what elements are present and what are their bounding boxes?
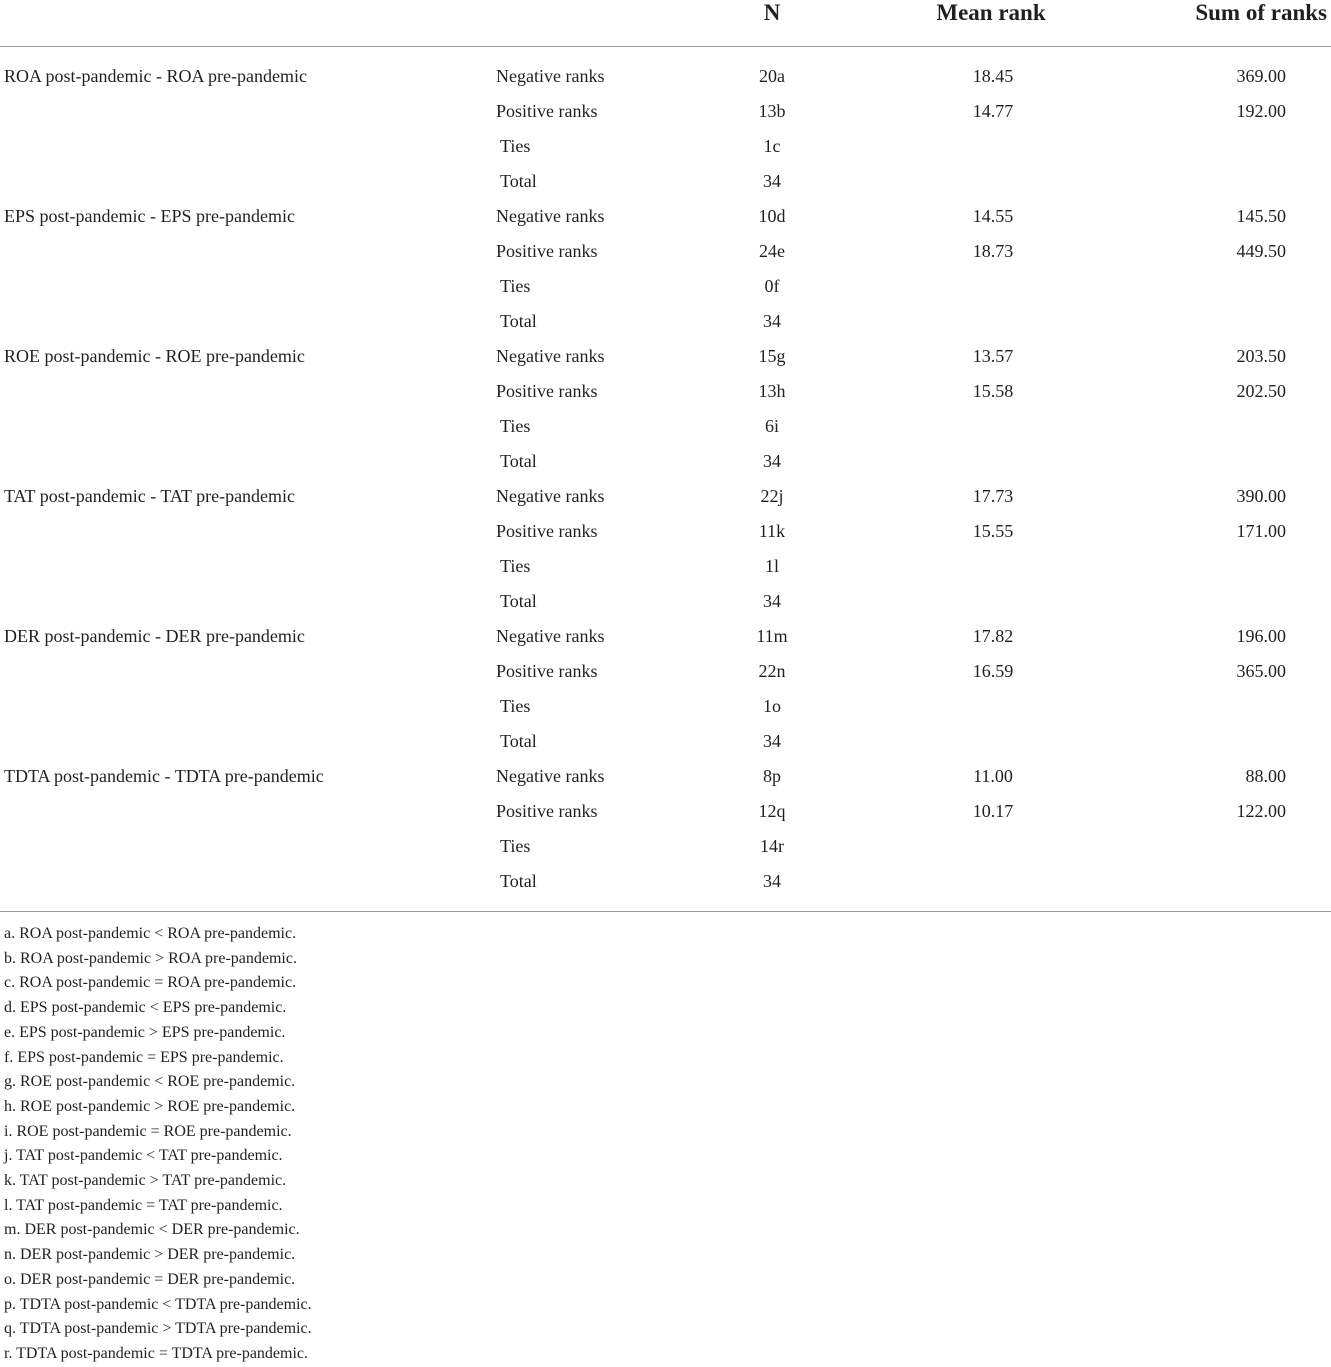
table-row: [0, 482, 1331, 517]
mean-rank-cell: 16.59: [972, 661, 1014, 681]
table-row: [0, 62, 1331, 97]
mean-rank-cell: 17.82: [972, 626, 1014, 646]
footnote: p. TDTA post-pandemic < TDTA pre-pandemic.: [4, 1295, 312, 1313]
table-row: [0, 762, 1331, 797]
rank-type-cell: Ties: [500, 836, 531, 856]
mean-rank-cell: 14.77: [972, 101, 1014, 121]
rank-type-cell: Total: [500, 311, 537, 331]
sum-of-ranks-cell: 145.50: [1236, 206, 1286, 226]
n-cell: 1o: [763, 696, 781, 716]
footnote: o. DER post-pandemic = DER pre-pandemic.: [4, 1270, 296, 1288]
n-cell: 12q: [758, 801, 786, 821]
footnote: b. ROA post-pandemic > ROA pre-pandemic.: [4, 949, 297, 967]
table-row: [0, 202, 1331, 237]
table-row: [0, 377, 1331, 412]
footnote: f. EPS post-pandemic = EPS pre-pandemic.: [4, 1048, 284, 1066]
rank-type-cell: Ties: [500, 556, 531, 576]
table-row: [0, 167, 1331, 202]
footnote: h. ROE post-pandemic > ROE pre-pandemic.: [4, 1097, 296, 1115]
footnotes: [4, 922, 312, 1367]
sum-of-ranks-cell: 203.50: [1236, 346, 1286, 366]
rank-type-cell: Negative ranks: [496, 206, 605, 226]
footnote: n. DER post-pandemic > DER pre-pandemic.: [4, 1246, 296, 1264]
rank-type-cell: Negative ranks: [496, 66, 605, 86]
table-row: [0, 412, 1331, 447]
sum-of-ranks-cell: 88.00: [1245, 766, 1286, 786]
n-cell: 34: [763, 591, 781, 611]
n-cell: 6i: [764, 416, 780, 436]
footnote: e. EPS post-pandemic > EPS pre-pandemic.: [4, 1023, 286, 1041]
rank-type-cell: Total: [500, 731, 537, 751]
header-divider: [0, 46, 1331, 47]
rank-type-cell: Negative ranks: [496, 766, 605, 786]
n-cell: 14r: [760, 836, 784, 856]
comparison-cell: TDTA post-pandemic - TDTA pre-pandemic: [4, 766, 324, 786]
comparison-cell: EPS post-pandemic - EPS pre-pandemic: [4, 206, 295, 226]
rank-type-cell: Total: [500, 591, 537, 611]
rank-type-cell: Ties: [500, 416, 531, 436]
table-row: [0, 832, 1331, 867]
comparison-cell: ROA post-pandemic - ROA pre-pandemic: [4, 66, 307, 86]
sum-of-ranks-cell: 122.00: [1236, 801, 1286, 821]
table-row: [0, 97, 1331, 132]
rank-type-cell: Positive ranks: [496, 101, 598, 121]
footnote: a. ROA post-pandemic < ROA pre-pandemic.: [4, 925, 297, 942]
n-cell: 10d: [758, 206, 786, 226]
n-cell: 34: [763, 451, 781, 471]
sum-of-ranks-cell: 365.00: [1236, 661, 1286, 681]
rank-type-cell: Positive ranks: [496, 661, 598, 681]
rank-type-cell: Positive ranks: [496, 381, 598, 401]
rank-type-cell: Positive ranks: [496, 801, 598, 821]
comparison-cell: DER post-pandemic - DER pre-pandemic: [4, 626, 305, 646]
table-row: [0, 237, 1331, 272]
n-cell: 15g: [758, 346, 786, 366]
n-cell: 34: [763, 311, 781, 331]
sum-of-ranks-cell: 171.00: [1236, 521, 1286, 541]
footnote: l. TAT post-pandemic = TAT pre-pandemic.: [4, 1196, 283, 1214]
table-row: [0, 622, 1331, 657]
header-n: N: [763, 0, 781, 25]
n-cell: 34: [763, 871, 781, 891]
n-cell: 20a: [759, 66, 785, 86]
rank-type-cell: Ties: [500, 136, 531, 156]
table-row: [0, 657, 1331, 692]
rank-type-cell: Total: [500, 871, 537, 891]
n-cell: 34: [763, 171, 781, 191]
rank-type-cell: Negative ranks: [496, 486, 605, 506]
table-row: [0, 797, 1331, 832]
rank-type-cell: Positive ranks: [496, 241, 598, 261]
sum-of-ranks-cell: 390.00: [1236, 486, 1286, 506]
footnote: d. EPS post-pandemic < EPS pre-pandemic.: [4, 999, 287, 1017]
n-cell: 0f: [764, 276, 780, 296]
table-bottom-divider: [0, 911, 1331, 912]
footnote: q. TDTA post-pandemic > TDTA pre-pandemic.: [4, 1320, 312, 1338]
comparison-cell: ROE post-pandemic - ROE pre-pandemic: [4, 346, 305, 366]
table-row: [0, 587, 1331, 622]
table-row: [0, 517, 1331, 552]
sum-of-ranks-cell: 369.00: [1236, 66, 1286, 86]
rank-type-cell: Negative ranks: [496, 346, 605, 366]
n-cell: 1c: [763, 136, 781, 156]
mean-rank-cell: 18.45: [972, 66, 1014, 86]
table-row: [0, 342, 1331, 377]
mean-rank-cell: 11.00: [973, 766, 1013, 786]
rank-type-cell: Total: [500, 171, 537, 191]
sum-of-ranks-cell: 449.50: [1236, 241, 1286, 261]
n-cell: 22n: [758, 661, 786, 681]
mean-rank-cell: 15.58: [972, 381, 1014, 401]
footnote: j. TAT post-pandemic < TAT pre-pandemic.: [4, 1147, 283, 1165]
table-body: [0, 62, 1331, 902]
rank-type-cell: Negative ranks: [496, 626, 605, 646]
n-cell: 8p: [763, 766, 781, 786]
mean-rank-cell: 18.73: [972, 241, 1014, 261]
footnote: k. TAT post-pandemic > TAT pre-pandemic.: [4, 1172, 287, 1190]
n-cell: 13b: [758, 101, 786, 121]
header-sum-of-ranks: Sum of ranks: [1195, 0, 1327, 25]
n-cell: 34: [763, 731, 781, 751]
sum-of-ranks-cell: 202.50: [1236, 381, 1286, 401]
footnote: c. ROA post-pandemic = ROA pre-pandemic.: [4, 974, 297, 992]
sum-of-ranks-cell: 192.00: [1236, 101, 1286, 121]
mean-rank-cell: 17.73: [972, 486, 1014, 506]
table-row: [0, 727, 1331, 762]
mean-rank-cell: 13.57: [972, 346, 1014, 366]
sum-of-ranks-cell: 196.00: [1236, 626, 1286, 646]
rank-type-cell: Ties: [500, 276, 531, 296]
n-cell: 24e: [759, 241, 785, 261]
n-cell: 11m: [756, 626, 788, 646]
footnote: m. DER post-pandemic < DER pre-pandemic.: [4, 1221, 300, 1239]
table-row: [0, 272, 1331, 307]
footnote: i. ROE post-pandemic = ROE pre-pandemic.: [4, 1122, 292, 1140]
comparison-cell: TAT post-pandemic - TAT pre-pandemic: [4, 486, 296, 506]
n-cell: 22j: [760, 486, 784, 506]
rank-type-cell: Ties: [500, 696, 531, 716]
footnote: g. ROE post-pandemic < ROE pre-pandemic.: [4, 1073, 296, 1091]
rank-type-cell: Positive ranks: [496, 521, 598, 541]
table-row: [0, 132, 1331, 167]
mean-rank-cell: 10.17: [972, 801, 1014, 821]
n-cell: 13h: [758, 381, 786, 401]
table-row: [0, 307, 1331, 342]
mean-rank-cell: 15.55: [972, 521, 1014, 541]
table-row: [0, 867, 1331, 902]
footnote: r. TDTA post-pandemic = TDTA pre-pandemic.: [4, 1344, 309, 1362]
table-row: [0, 692, 1331, 727]
n-cell: 1l: [764, 556, 780, 576]
table-row: [0, 552, 1331, 587]
rank-type-cell: Total: [500, 451, 537, 471]
n-cell: 11k: [758, 521, 786, 541]
table-row: [0, 447, 1331, 482]
header-mean-rank: Mean rank: [936, 0, 1046, 25]
mean-rank-cell: 14.55: [972, 206, 1014, 226]
